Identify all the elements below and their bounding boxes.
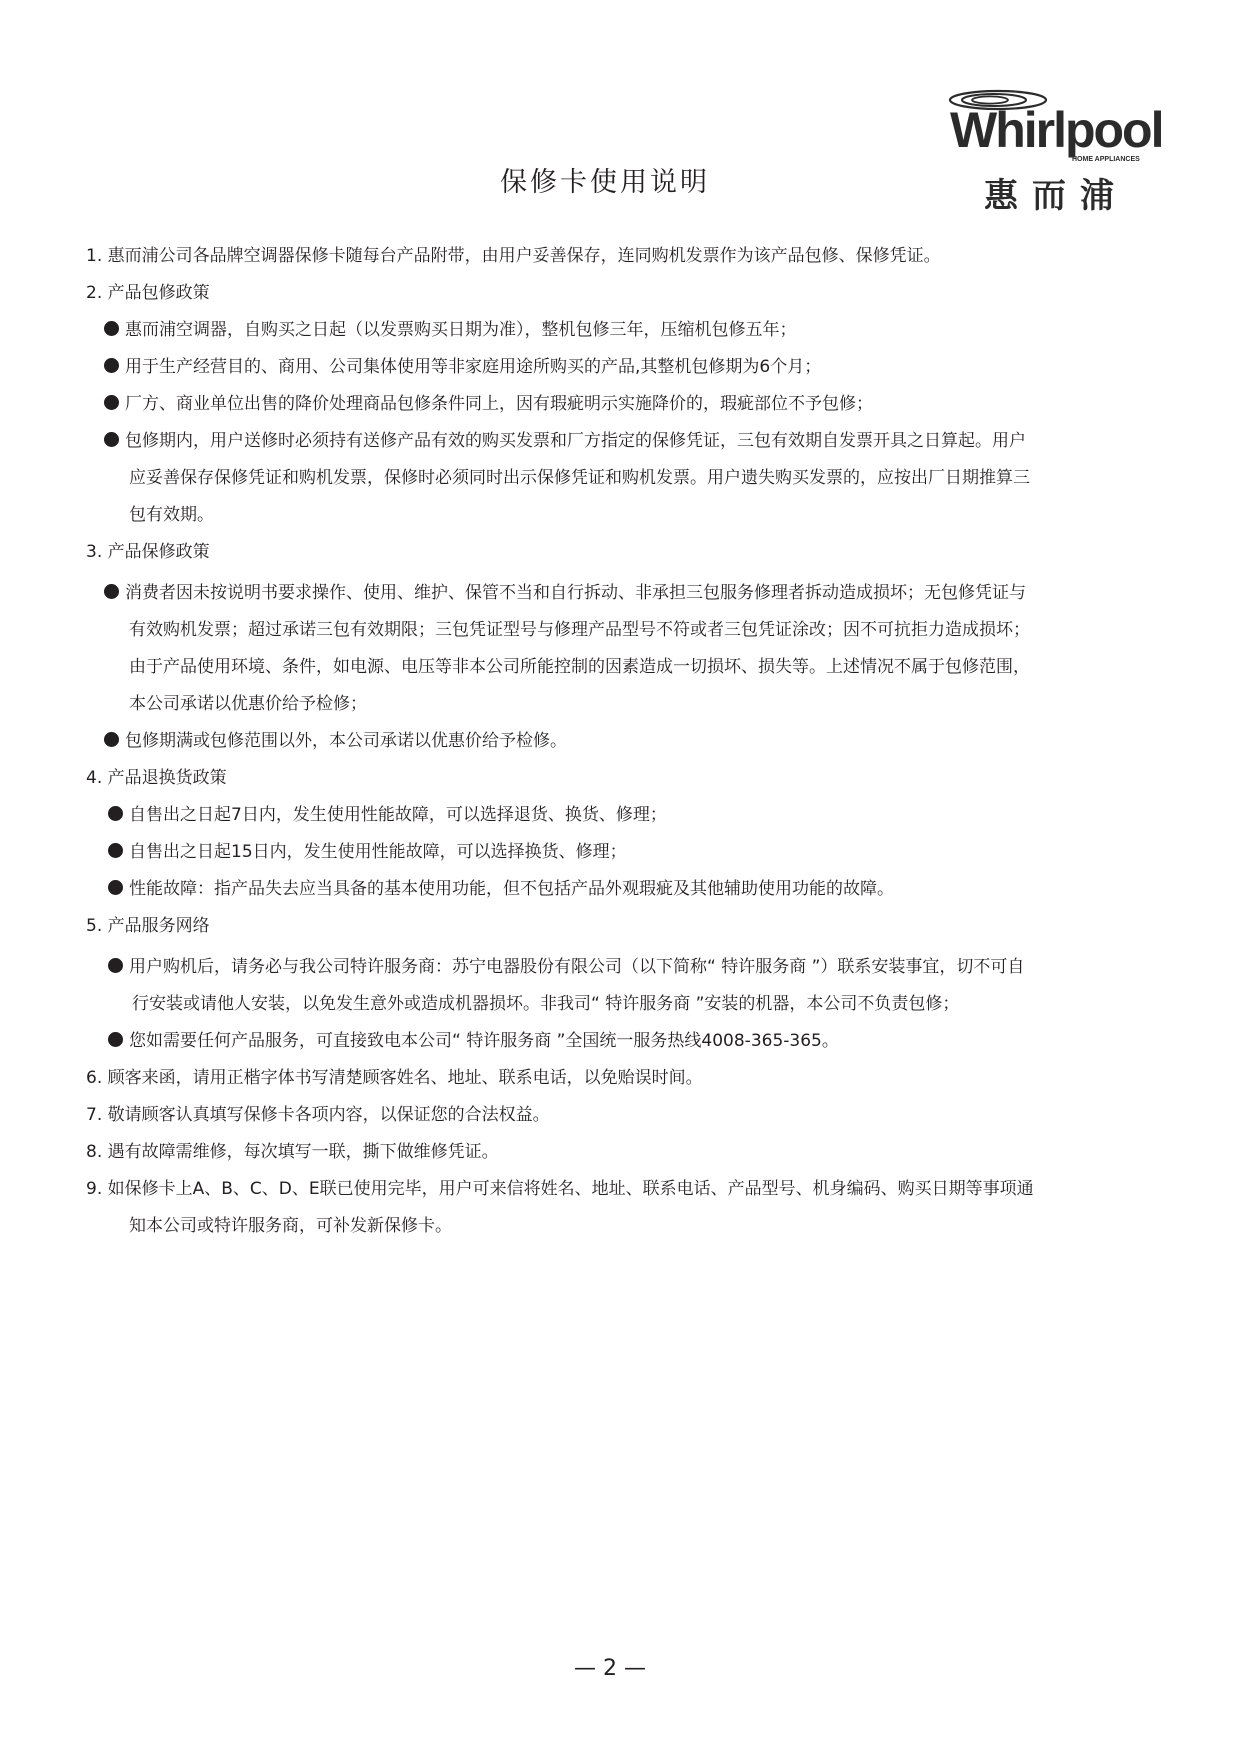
bullet-icon <box>108 958 123 973</box>
page-title: 保修卡使用说明 <box>500 167 710 198</box>
section-3-bullet-1: 消费者因未按说明书要求操作、使用、维护、保管不当和自行拆动、非承担三包服务修理者拆动造成损坏；无包修凭证与 <box>86 575 1146 612</box>
logo-tagline: HOME APPLIANCES <box>1072 156 1140 163</box>
section-3-bullet-1-cont: 由于产品使用环境、条件，如电源、电压等非本公司所能控制的因素造成一切损坏、损失等。上述情况不属于包修范围， <box>129 657 1030 677</box>
bullet-icon <box>108 1032 123 1047</box>
whirlpool-logo <box>938 86 1163 226</box>
section-4-bullet-1: 自售出之日起7日内，发生使用性能故障，可以选择退货、换货、修理； <box>86 797 1146 834</box>
bullet-icon <box>104 432 119 447</box>
section-2-bullet-3: 厂方、商业单位出售的降价处理商品包修条件同上，因有瑕疵明示实施降价的，瑕疵部位不予包修； <box>86 386 1146 423</box>
section-2-bullet-4: 包修期内，用户送修时必须持有送修产品有效的购买发票和厂方指定的保修凭证，三包有效期自发票开具之日算起。用户 <box>86 423 1146 460</box>
bullet-icon <box>108 806 123 821</box>
bullet-icon <box>108 880 123 895</box>
section-5-bullet-1: 用户购机后，请务必与我公司特许服务商：苏宁电器股份有限公司（以下简称“ 特许服务商 ”）联系安装事宜，切不可自 <box>86 949 1146 986</box>
item-9: 9. 如保修卡上A、B、C、D、E联已使用完毕，用户可来信将姓名、地址、联系电话、产品型号、机身编码、购买日期等事项通 <box>86 1179 1034 1199</box>
section-5-heading: 5. 产品服务网络 <box>86 916 210 936</box>
section-3-bullet-2: 包修期满或包修范围以外，本公司承诺以优惠价给予检修。 <box>86 723 1146 760</box>
section-2-heading: 2. 产品包修政策 <box>86 283 210 303</box>
section-2-bullet-4-cont: 包有效期。 <box>129 505 214 525</box>
bullet-icon <box>104 395 119 410</box>
item-7: 7. 敬请顾客认真填写保修卡各项内容，以保证您的合法权益。 <box>86 1105 550 1125</box>
bullet-icon <box>104 732 119 747</box>
item-8: 8. 遇有故障需维修，每次填写一联，撕下做维修凭证。 <box>86 1142 499 1162</box>
bullet-icon <box>104 358 119 373</box>
section-5-bullet-1-cont: 行安装或请他人安装，以免发生意外或造成机器损坏。非我司“ 特许服务商 ”安装的机器，本公司不负责包修； <box>132 994 960 1014</box>
section-4-heading: 4. 产品退换货政策 <box>86 768 227 788</box>
item-9-cont: 知本公司或特许服务商，可补发新保修卡。 <box>129 1216 452 1236</box>
warranty-instructions <box>86 238 1146 1245</box>
bullet-icon <box>104 321 119 336</box>
page-number: — 2 — <box>574 1656 646 1681</box>
section-2-bullet-2: 用于生产经营目的、商用、公司集体使用等非家庭用途所购买的产品,其整机包修期为6个月； <box>86 349 1146 386</box>
section-2-bullet-1: 惠而浦空调器，自购买之日起（以发票购买日期为准），整机包修三年，压缩机包修五年； <box>86 312 1146 349</box>
bullet-icon <box>108 843 123 858</box>
section-3-bullet-1-cont: 本公司承诺以优惠价给予检修； <box>129 694 367 714</box>
logo-wordmark: Whirlpool <box>950 102 1163 158</box>
section-3-heading: 3. 产品保修政策 <box>86 542 210 562</box>
item-1: 1. 惠而浦公司各品牌空调器保修卡随每台产品附带，由用户妥善保存，连同购机发票作为该产品包修、保修凭证。 <box>86 246 941 266</box>
section-2-bullet-4-cont: 应妥善保存保修凭证和购机发票，保修时必须同时出示保修凭证和购机发票。用户遗失购买发票的，应按出厂日期推算三 <box>129 468 1030 488</box>
section-4-bullet-2: 自售出之日起15日内，发生使用性能故障，可以选择换货、修理； <box>86 834 1146 871</box>
logo-chinese-name: 惠而浦 <box>984 176 1128 216</box>
section-3-bullet-1-cont: 有效购机发票；超过承诺三包有效期限；三包凭证型号与修理产品型号不符或者三包凭证涂改；因不可抗拒力造成损坏； <box>129 620 1030 640</box>
section-4-bullet-3: 性能故障：指产品失去应当具备的基本使用功能，但不包括产品外观瑕疵及其他辅助使用功能的故障。 <box>86 871 1146 908</box>
section-5-bullet-2: 您如需要任何产品服务，可直接致电本公司“ 特许服务商 ”全国统一服务热线4008-365-365。 <box>86 1023 1146 1060</box>
item-6: 6. 顾客来函，请用正楷字体书写清楚顾客姓名、地址、联系电话，以免贻误时间。 <box>86 1068 703 1088</box>
bullet-icon <box>104 584 119 599</box>
